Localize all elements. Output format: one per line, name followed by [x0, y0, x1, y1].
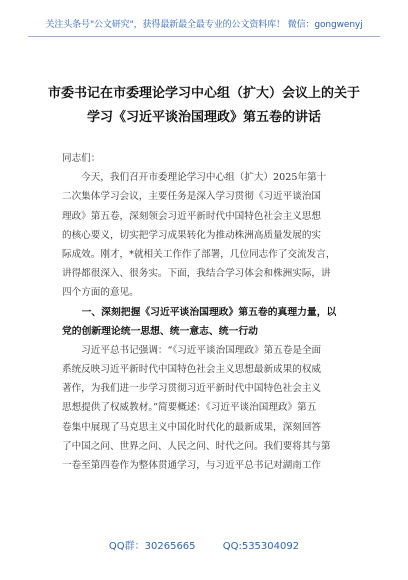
body-line: 思想提供了权威教材。”简要概述：《习近平谈治国理政》第五	[62, 402, 317, 414]
document-body	[62, 149, 352, 475]
body-line: 著作，为我们进一步学习贯彻习近平新时代中国特色社会主义	[62, 383, 322, 395]
body-line: 了中国之问、世界之问、人民之问、时代之问。我们要将其与第	[62, 440, 331, 452]
body-line: 一卷至第四卷作为整体贯通学习，与习近平总书记对湖南工作	[62, 460, 322, 471]
document-title	[40, 82, 368, 130]
footer-contact	[0, 537, 408, 552]
footer-qq-number: QQ:535304092	[222, 541, 300, 552]
salutation: 同志们：	[62, 153, 101, 164]
body-line: 的核心要义，切实把学习成果转化为推动株洲高质量发展的实	[62, 229, 322, 241]
header-divider	[28, 36, 380, 37]
header-banner: 关注头条号"公文研究"，获得最新最全最专业的公文资料库！ 微信：gongwenyj	[45, 20, 363, 30]
title-line-2: 学习《习近平谈治国理政》第五卷的讲话	[86, 110, 321, 125]
footer-qq-group: QQ群：30265665	[108, 541, 196, 552]
body-line: 理政》第五卷，深刻领会习近平新时代中国特色社会主义思想	[62, 210, 322, 222]
body-line: 系统反映习近平新时代中国特色社会主义思想最新成果的权威	[62, 364, 322, 376]
body-line: 今天，我们召开市委理论学习中心组（扩大）2025年第十	[62, 172, 327, 184]
title-line-1: 市委书记在市委理论学习中心组（扩大）会议上的关于	[47, 86, 360, 101]
body-line: 二次集体学习会议，主要任务是深入学习贯彻《习近平谈治国	[62, 191, 322, 203]
body-line: 讲得都很深入、很务实。下面，我结合学习体会和株洲实际，讲	[62, 268, 331, 280]
section-heading-line: 党的创新理论统一思想、统一意志、统一行动	[62, 325, 258, 337]
body-line: 四个方面的意见。	[62, 287, 139, 299]
body-line: 际成效。刚才，*就相关工作作了部署，几位同志作了交流发言，	[62, 248, 336, 260]
body-line: 习近平总书记强调：“《习近平谈治国理政》第五卷是全面	[62, 344, 322, 356]
section-heading-line: 一、深刻把握《习近平谈治国理政》第五卷的真理力量，以	[62, 306, 337, 318]
body-line: 卷集中展现了马克思主义中国化时代化的最新成果，深刻回答	[62, 421, 322, 433]
